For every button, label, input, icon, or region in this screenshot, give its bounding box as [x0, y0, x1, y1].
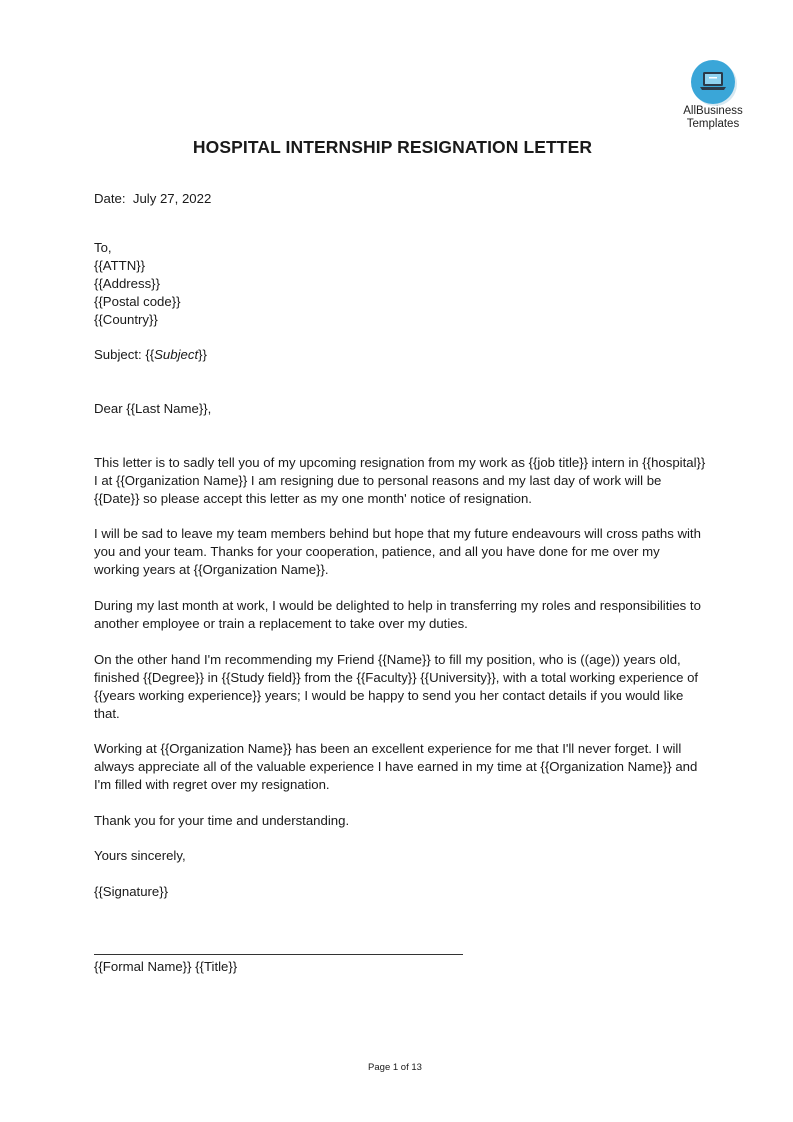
- logo-text-line2: Templates: [686, 118, 740, 130]
- date-line: [94, 190, 211, 208]
- date-label: Date:: [94, 191, 126, 206]
- recipient-country: {{Country}}: [94, 312, 158, 327]
- paragraph-2: I will be sad to leave my team members behind but hope that my future endeavours will cross paths with you and your team. Thanks for your cooperation, patience, and all you have done for me over my working years at {{Organization Name}}.: [94, 526, 701, 577]
- recipient-address: {{Address}}: [94, 276, 160, 291]
- paragraph-4: On the other hand I'm recommending my Friend {{Name}} to fill my position, who is ((age)) years old, finished {{Degree}} in {{Study field}} from the {{Faculty}} {{University}}, with a total working experience of {{years working experience}} years; I would be happy to send you her contact details if you would like that.: [94, 652, 699, 721]
- signature-line: [94, 954, 463, 955]
- paragraph-3: During my last month at work, I would be delighted to help in transferring my roles and responsibilities to another employee or train a replacement to take over my duties.: [94, 598, 701, 631]
- laptop-icon: [691, 60, 735, 104]
- paragraph-1: This letter is to sadly tell you of my upcoming resignation from my work as {{job title}} intern in {{hospital}} I at {{Organization Name}} I am resigning due to personal reasons and my last day of work will be {{Date}} so please accept this letter as my one month' notice of resignation.: [94, 455, 706, 506]
- recipient-attn: {{ATTN}}: [94, 258, 146, 273]
- paragraph-5: Working at {{Organization Name}} has been an excellent experience for me that I'll never forget. I will always appreciate all of the valuable experience I have earned in my time at {{Organization Name}} and I'm filled with regret over my resignation.: [94, 741, 698, 792]
- closing: Yours sincerely,: [94, 848, 186, 863]
- document-title: HOSPITAL INTERNSHIP RESIGNATION LETTER: [192, 137, 593, 157]
- paragraph-6: Thank you for your time and understanding.: [94, 813, 350, 828]
- recipient-postal: {{Postal code}}: [94, 294, 181, 309]
- subject-line: [94, 346, 207, 364]
- subject-suffix: }}: [198, 347, 207, 362]
- signature: {{Signature}}: [94, 884, 169, 899]
- date-value: July 27, 2022: [132, 191, 212, 206]
- salutation: Dear {{Last Name}},: [94, 401, 212, 416]
- allbusiness-templates-logo: [680, 60, 746, 130]
- subject-label: Subject: {{: [94, 347, 155, 362]
- subject-value: Subject: [154, 347, 199, 362]
- page-number: Page 1 of 13: [368, 1062, 422, 1073]
- logo-text-line1: AllBusiness: [683, 105, 743, 117]
- recipient-to: To,: [94, 240, 112, 255]
- formal-name: {{Formal Name}} {{Title}}: [94, 959, 238, 974]
